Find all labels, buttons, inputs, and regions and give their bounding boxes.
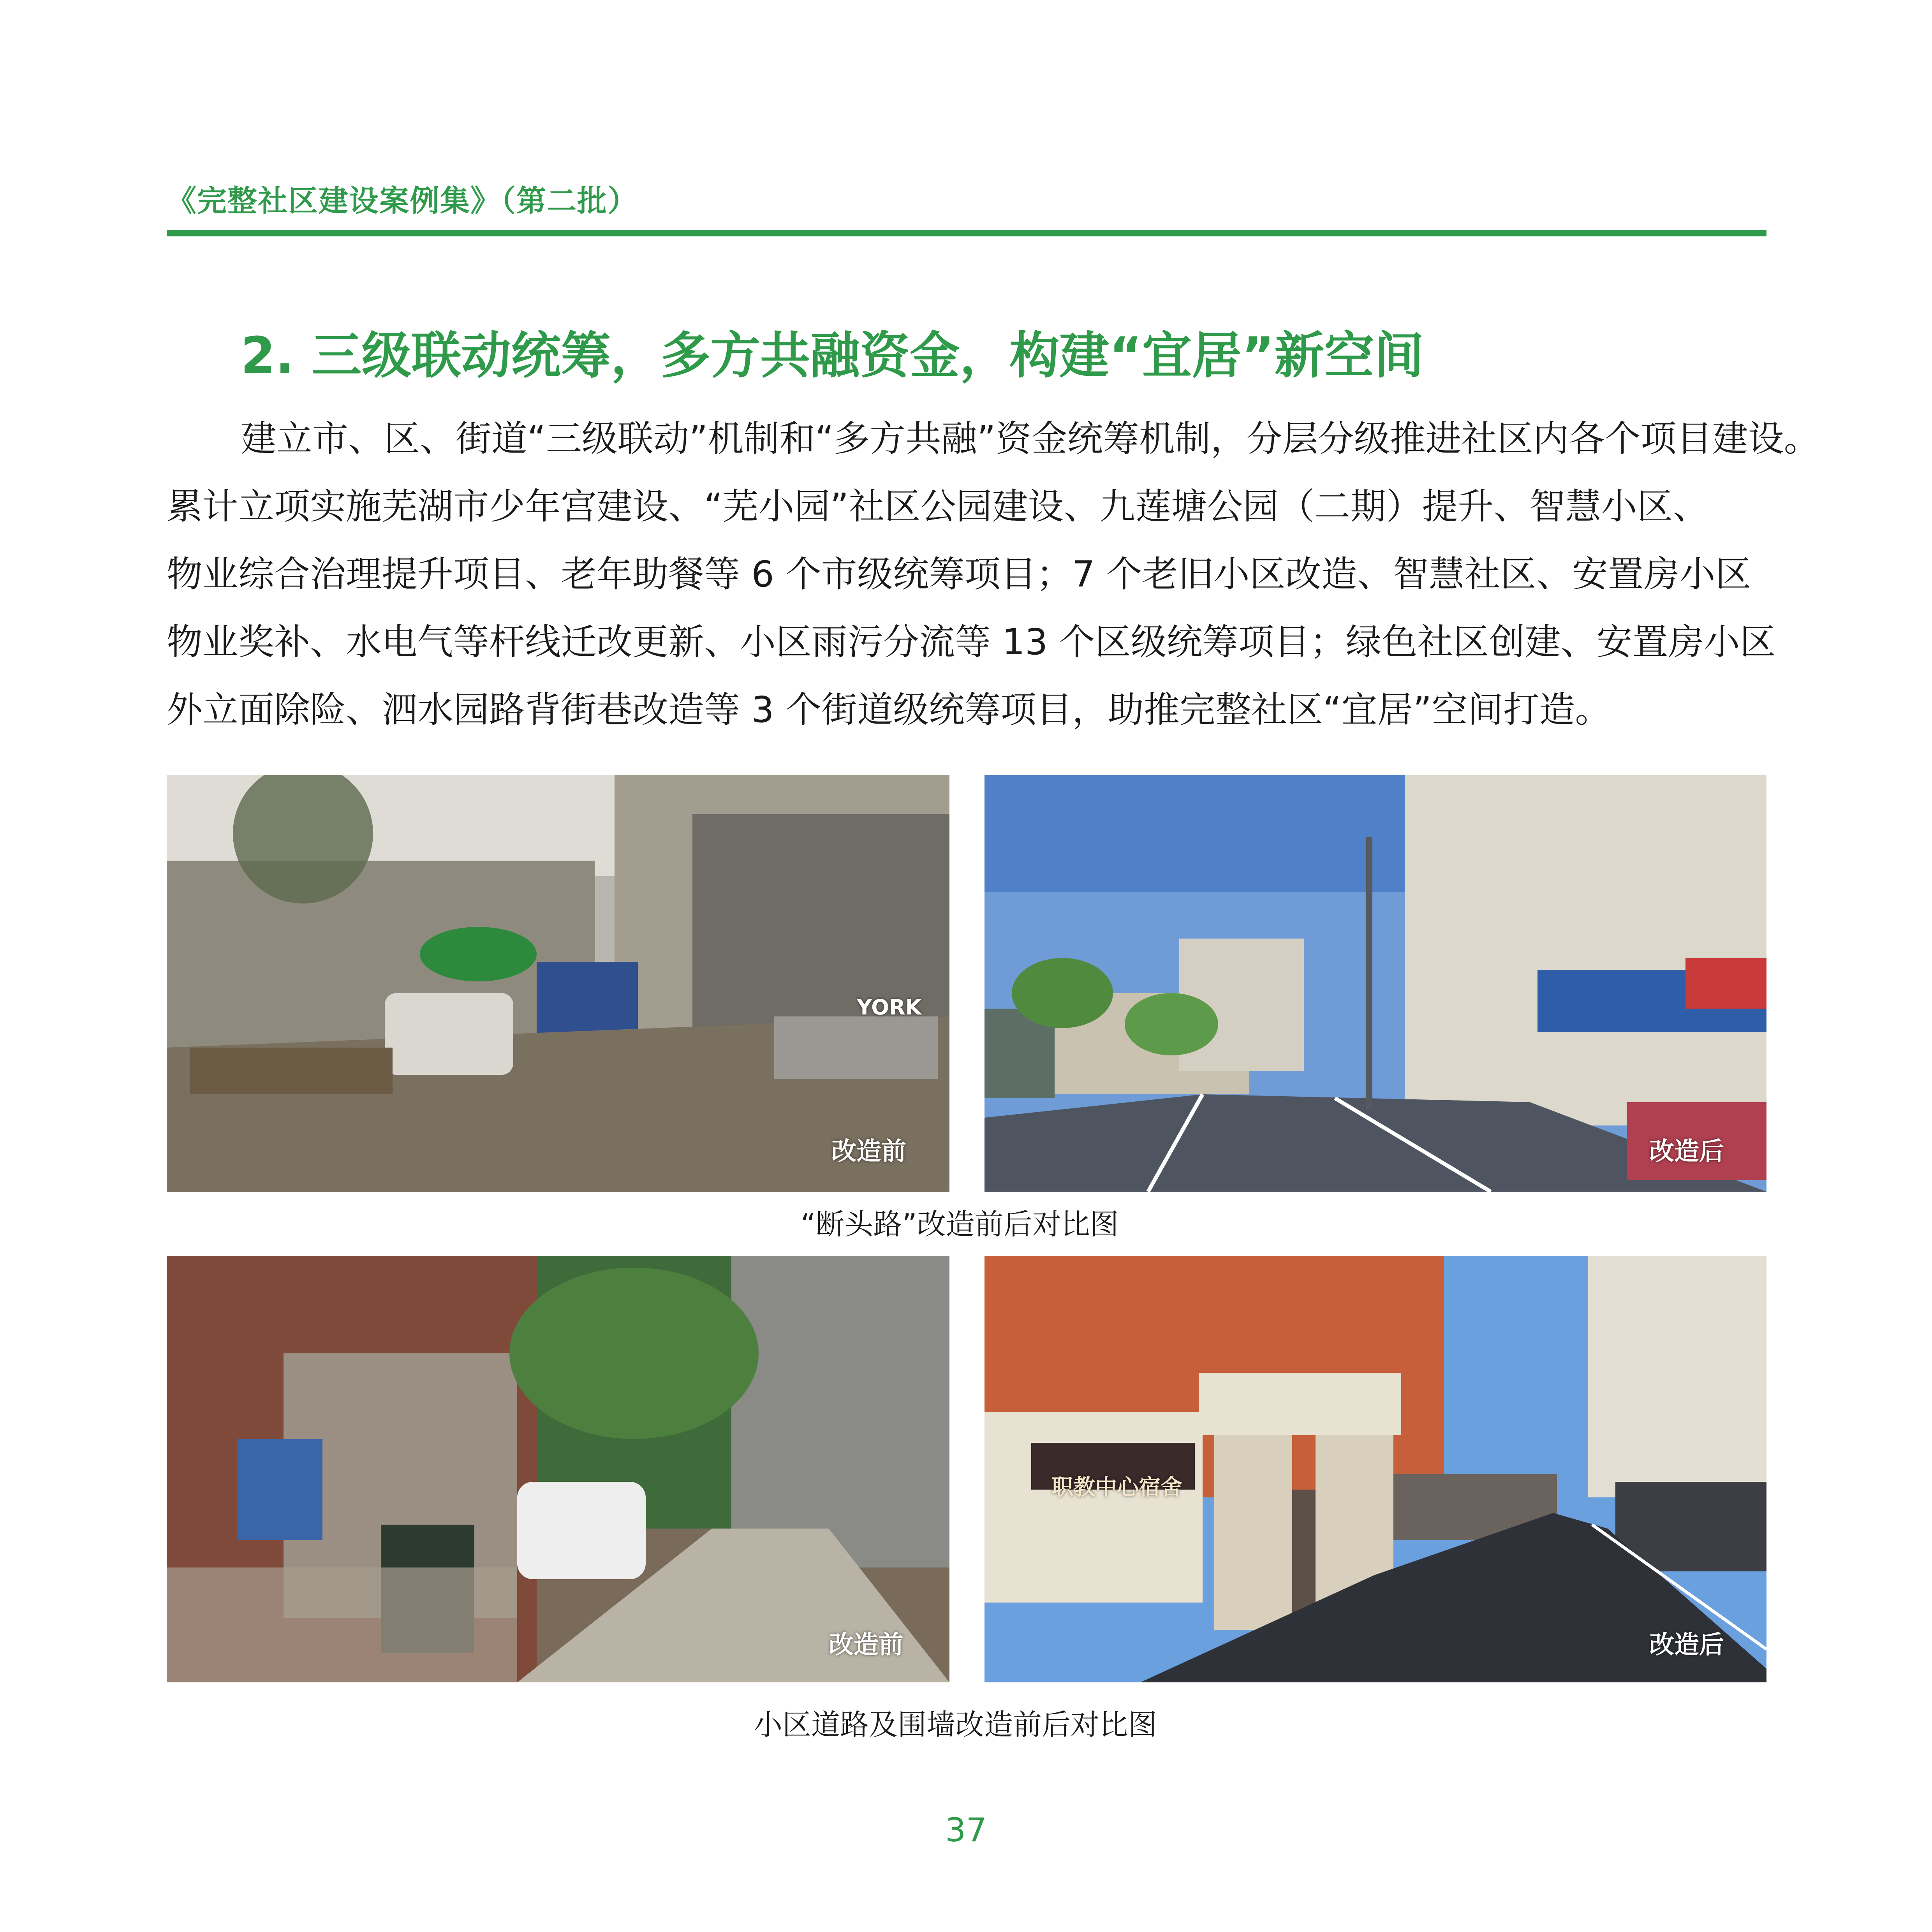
dead-end-road-after-photo	[984, 775, 1766, 1192]
road-wall-after-photo	[984, 1256, 1766, 1682]
body-paragraph	[167, 405, 1820, 744]
page-number: 37	[945, 1811, 987, 1849]
road-wall-before-photo	[167, 1256, 949, 1682]
body-line: 物业奖补、水电气等杆线迁改更新、小区雨污分流等 13 个区级统筹项目；绿色社区创建、安置房小区	[167, 621, 1776, 663]
after-label: 改造后	[1649, 1137, 1724, 1166]
header-divider	[167, 230, 1766, 236]
before-label: 改造前	[831, 1137, 906, 1166]
dead-end-road-before-photo	[167, 775, 949, 1192]
before-label: 改造前	[829, 1631, 903, 1659]
after-label: 改造后	[1649, 1631, 1724, 1659]
body-line: 物业综合治理提升项目、老年助餐等 6 个市级统筹项目；7 个老旧小区改造、智慧社区、安置房小区	[167, 553, 1751, 595]
figure-caption: 小区道路及围墙改造前后对比图	[754, 1708, 1157, 1742]
section-heading: 2. 三级联动统筹，多方共融资金，构建“宜居”新空间	[241, 327, 1424, 385]
dormitory-sign: 职教中心宿舍	[1051, 1475, 1182, 1500]
store-sign: YORK	[857, 995, 922, 1020]
body-line: 建立市、区、街道“三级联动”机制和“多方共融”资金统筹机制，分层分级推进社区内各个项目建设。	[241, 418, 1820, 460]
figure-caption: “断头路”改造前后对比图	[801, 1208, 1119, 1241]
body-line: 外立面除险、泗水园路背街巷改造等 3 个街道级统筹项目，助推完整社区“宜居”空间打造。	[167, 689, 1611, 731]
body-line: 累计立项实施芜湖市少年宫建设、“芜小园”社区公园建设、九莲塘公园（二期）提升、智慧小区、	[167, 486, 1709, 527]
document-header-title: 《完整社区建设案例集》（第二批）	[167, 183, 638, 218]
